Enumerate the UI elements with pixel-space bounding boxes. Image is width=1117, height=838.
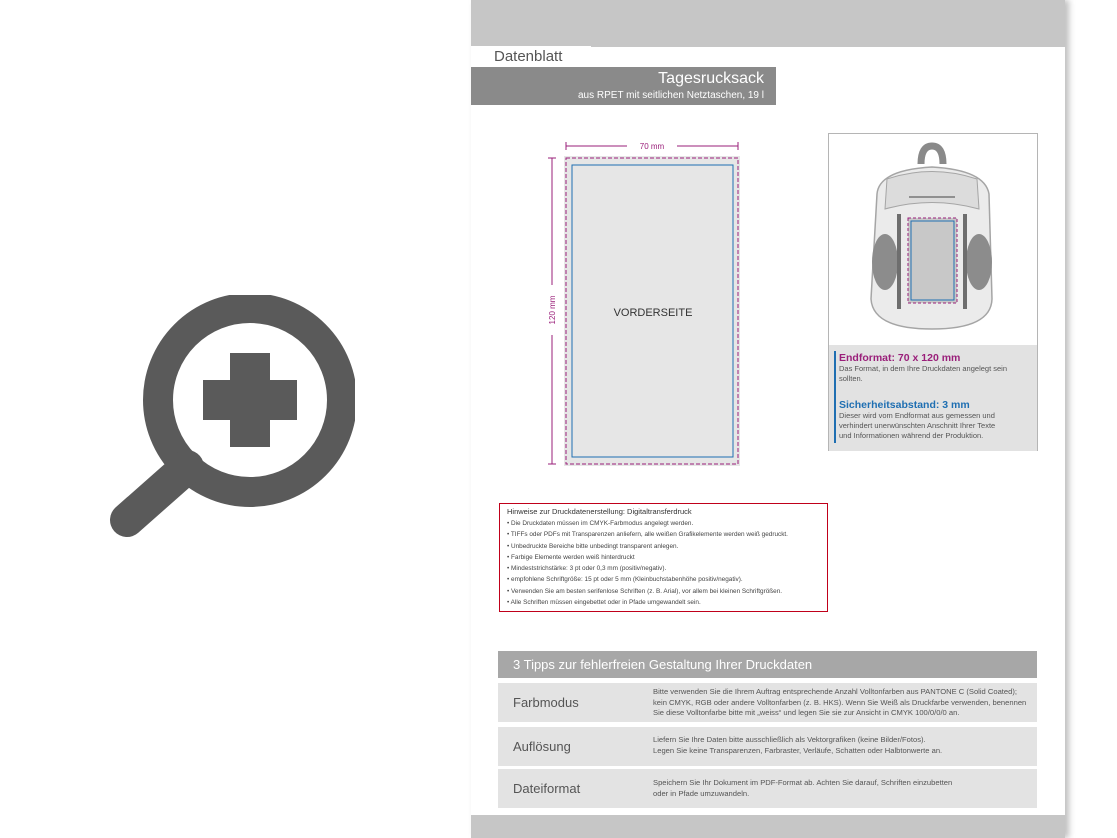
- print-template-drawing: [541, 130, 751, 475]
- tip-text-line: Legen Sie keine Transparenzen, Farbraster, Verläufe, Schatten oder Halbtonwerte an.: [653, 745, 943, 755]
- tip-text-line: Sie diese Volltonfarbe bitte mit „weiss“ und legen Sie sie zur Ansicht in CMYK 100/0/0/0 an.: [653, 708, 960, 717]
- endformat-title: Endformat: 70 x 120 mm: [839, 352, 961, 364]
- title-bar: [471, 67, 776, 105]
- tip-row-dateiformat: [498, 769, 1037, 808]
- tip-label: Auflösung: [513, 739, 571, 754]
- footer-band: [471, 815, 1065, 838]
- height-label: 120 mm: [548, 295, 557, 325]
- side-label: VORDERSEITE: [613, 307, 693, 319]
- safety-text-3: und Informationen während der Produktion.: [839, 431, 984, 440]
- notes-item: • Alle Schriften müssen eingebettet oder in Pfade umgewandelt sein.: [507, 599, 701, 607]
- print-notes-box: [499, 503, 828, 612]
- tip-text: [653, 687, 1028, 719]
- product-preview: [828, 133, 1038, 451]
- tip-text-line: Liefern Sie Ihre Daten bitte ausschließlich als Vektorgrafiken (keine Bilder/Fotos).: [653, 735, 926, 744]
- tip-text-line: Bitte verwenden Sie die Ihrem Auftrag entsprechende Anzahl Volltonfarben aus PANTONE C (Solid Coated);: [653, 687, 1018, 696]
- tip-text: [653, 735, 1028, 756]
- tip-text-line: Speichern Sie Ihr Dokument im PDF-Format ab. Achten Sie darauf, Schriften einzubetten: [653, 778, 953, 787]
- notes-list: [507, 518, 820, 608]
- header-band: [471, 0, 1065, 47]
- tip-label: Dateiformat: [513, 781, 581, 796]
- safety-text-2: verhindert unerwünschten Anschnitt Ihrer Texte: [839, 421, 996, 430]
- tip-text-line: oder in Pfade umzuwandeln.: [653, 788, 750, 798]
- notes-item: • Farbige Elemente werden weiß hinterdruckt: [507, 553, 635, 561]
- tips-heading: 3 Tipps zur fehlerfreien Gestaltung Ihrer Druckdaten: [498, 651, 1037, 678]
- notes-item: • empfohlene Schriftgröße: 15 pt oder 5 mm (Kleinbuchstabenhöhe positiv/negativ).: [507, 576, 743, 584]
- notes-item: • Unbedruckte Bereiche bitte unbedingt transparent anlegen.: [507, 542, 679, 550]
- backpack-illustration: [829, 134, 1037, 344]
- notes-item: • TIFFs oder PDFs mit Transparenzen anliefern, alle weißen Grafikelemente werden weiß gedruckt.: [507, 531, 788, 539]
- safety-text-1: Dieser wird vom Endformat aus gemessen und: [839, 411, 995, 420]
- product-title: Tagesrucksack: [658, 70, 764, 87]
- notes-heading: Hinweise zur Druckdatenerstellung: Digitaltransferdruck: [507, 507, 692, 516]
- spec-panel: [829, 345, 1037, 451]
- notes-item: • Die Druckdaten müssen im CMYK-Farbmodus angelegt werden.: [507, 520, 694, 527]
- doc-type-label: Datenblatt: [471, 46, 591, 67]
- endformat-text-2: sollten.: [839, 374, 863, 383]
- product-subtitle: aus RPET mit seitlichen Netztaschen, 19 l: [577, 90, 764, 101]
- tip-label: Farbmodus: [513, 695, 579, 710]
- tip-text-line: kein CMYK, RGB oder andere Volltonfarben (z. B. HKS). Wenn Sie Weiß als Druckfarbe verwenden, benennen: [653, 697, 1027, 707]
- endformat-text-1: Das Format, in dem Ihre Druckdaten angelegt sein: [839, 364, 1007, 373]
- tip-text: [653, 778, 1028, 799]
- zoom-in-icon[interactable]: [105, 295, 355, 540]
- tip-row-aufloesung: [498, 727, 1037, 766]
- safety-title: Sicherheitsabstand: 3 mm: [839, 399, 970, 411]
- datasheet-page: [471, 0, 1065, 838]
- width-label: 70 mm: [639, 142, 665, 151]
- tip-row-farbmodus: [498, 683, 1037, 722]
- spec-accent-bar: [834, 351, 836, 443]
- notes-item: • Mindeststrichstärke: 3 pt oder 0,3 mm (positiv/negativ).: [507, 565, 667, 573]
- notes-item: • Verwenden Sie am besten serifenlose Schriften (z. B. Arial), vor allem bei kleinen Schriftgrößen.: [507, 587, 783, 595]
